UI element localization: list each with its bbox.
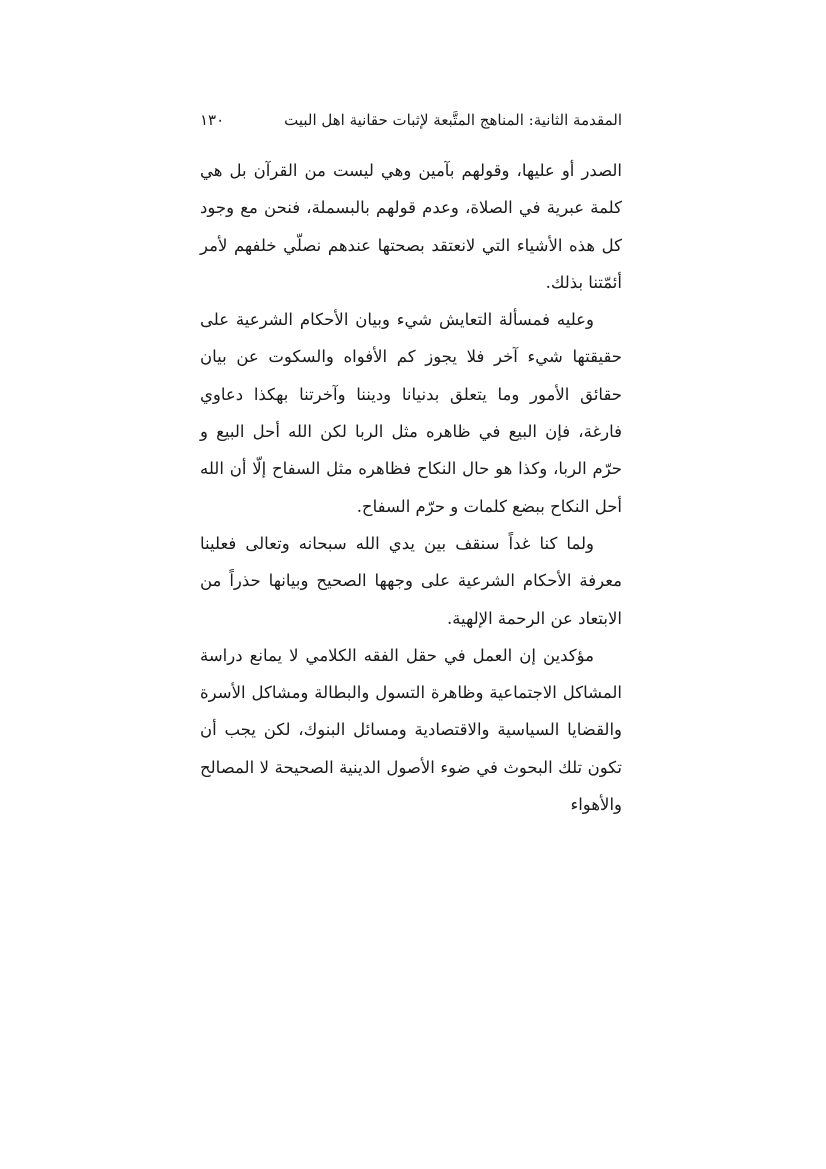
page-number: ١٣٠	[200, 111, 225, 129]
paragraph: الصدر أو عليها، وقولهم بآمين وهي ليست من القرآن بل هي كلمة عبرية في الصلاة، وعدم قولهم بالبسملة، فنحن مع وجود كل هذه الأشياء التي لانعتقد بصحتها عندهم نصلّي خلفهم لأمر أئمّتنا بذلك.	[200, 161, 622, 292]
paragraph: مؤكدين إن العمل في حقل الفقه الكلامي لا يمانع دراسة المشاكل الاجتماعية وظاهرة التسول والبطالة ومشاكل الأسرة والقضايا السياسية والاقتصادية ومسائل البنوك، لكن يجب أن تكون تلك البحوث في ضوء الأصول الدينية الصحيحة لا المصالح والأهواء	[200, 645, 622, 815]
running-header	[200, 105, 622, 135]
paragraph: ولما كنا غداً سنقف بين يدي الله سبحانه وتعالى فعلينا معرفة الأحكام الشرعية على وجهها الصحيح وبيانها حذراً من الابتعاد عن الرحمة الإلهية.	[200, 533, 622, 628]
paragraph: وعليه فمسألة التعايش شيء وبيان الأحكام الشرعية على حقيقتها شيء آخر فلا يجوز كم الأفواه والسكوت عن بيان حقائق الأمور وما يتعلق بدنيانا وديننا وآخرتنا بهكذا دعاوي فارغة، فإن البيع في ظاهره مثل الربا لكن الله أحل البيع و حرّم الربا، وكذا هو حال النكاح فظاهره مثل السفاح إلّا أن الله أحل النكاح ببضع كلمات و حرّم السفاح.	[200, 310, 622, 516]
body-text	[200, 152, 622, 823]
header-title: المقدمة الثانية: المناهج المتَّبعة لإثبات حقانية اهل البيت	[284, 111, 622, 129]
